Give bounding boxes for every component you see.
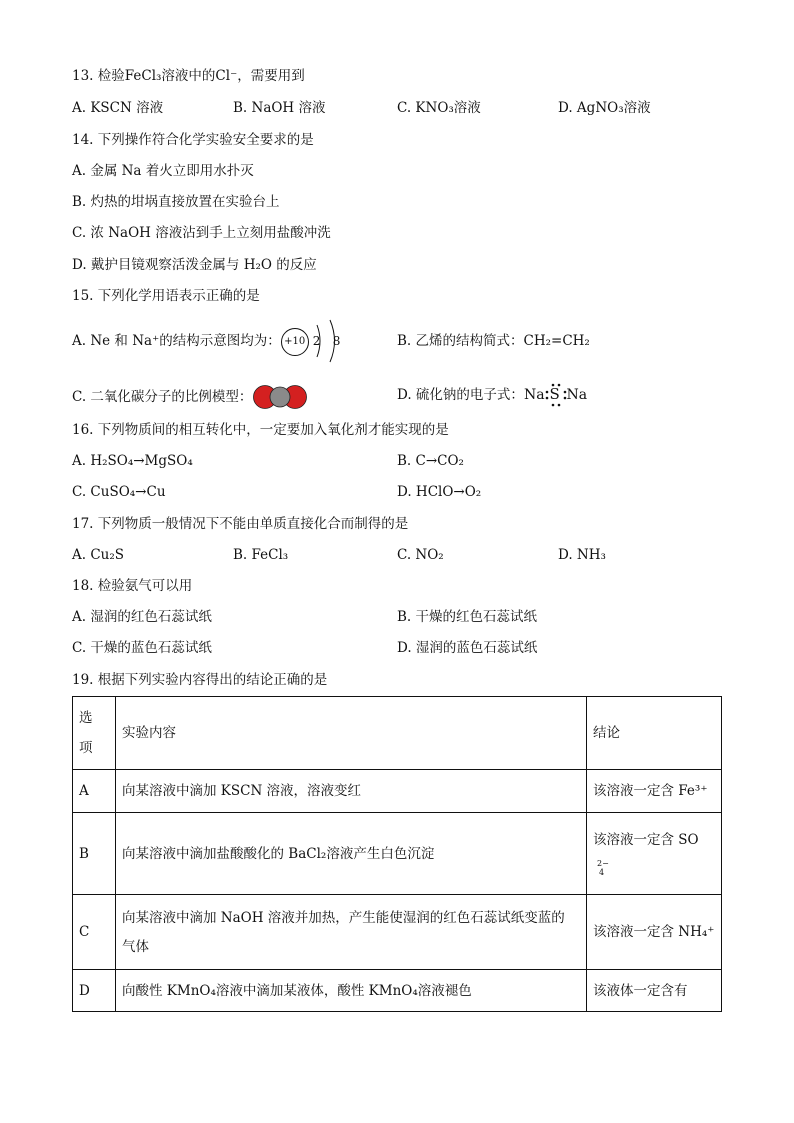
q14-option-d: D. 戴护目镜观察活泼金属与 H₂O 的反应	[72, 257, 317, 273]
q16-option-c: C. CuSO₄→Cu	[72, 484, 166, 500]
header-option	[73, 697, 116, 770]
q16-option-d: D. HClO→O₂	[397, 484, 482, 500]
table-row	[73, 770, 722, 813]
q18-option-d: D. 湿润的蓝色石蕊试纸	[397, 640, 538, 656]
q15-stem: 15. 下列化学用语表示正确的是	[72, 288, 260, 304]
row-a-option: A	[73, 770, 116, 813]
sulfide-ion-electron-dots	[545, 383, 567, 407]
header-option-line2: 项	[79, 740, 93, 756]
header-conclusion: 结论	[587, 697, 722, 770]
row-d-option: D	[73, 970, 116, 1012]
q13-option-c: C. KNO₃溶液	[397, 100, 481, 116]
q18-stem: 18. 检验氨气可以用	[72, 578, 193, 594]
row-b-conclusion-subscript: 4	[599, 867, 605, 877]
q17-option-b: B. FeCl₃	[233, 547, 289, 563]
row-d-content: 向酸性 KMnO₄溶液中滴加某液体，酸性 KMnO₄溶液褪色	[116, 970, 587, 1012]
q15-option-d-text: D. 硫化钠的电子式：	[397, 387, 524, 403]
header-option-line1: 选	[79, 710, 93, 726]
q13-stem: 13. 检验FeCl₃溶液中的Cl⁻，需要用到	[72, 68, 305, 84]
row-a-conclusion: 该溶液一定含 Fe³⁺	[587, 770, 722, 813]
atom-structure-diagram	[281, 319, 341, 363]
row-b-conclusion	[587, 813, 722, 895]
q18-option-a: A. 湿润的红色石蕊试纸	[72, 609, 212, 625]
row-c-content-line2: 气体	[122, 938, 149, 955]
q14-option-b: B. 灼热的坩埚直接放置在实验台上	[72, 194, 280, 210]
na-right: Na	[566, 387, 588, 403]
table-row	[73, 895, 722, 970]
header-content: 实验内容	[116, 697, 587, 770]
row-c-content	[116, 895, 587, 970]
q15-option-d	[397, 383, 587, 407]
row-b-conclusion-charge: 2−	[597, 858, 609, 868]
carbon-atom	[270, 387, 290, 407]
q18-option-c: C. 干燥的蓝色石蕊试纸	[72, 640, 212, 656]
table-row	[73, 813, 722, 895]
q15-option-c	[72, 384, 308, 410]
row-c-option: C	[73, 895, 116, 970]
q13-option-a: A. KSCN 溶液	[72, 100, 164, 116]
q15-option-c-text: C. 二氧化碳分子的比例模型：	[72, 389, 253, 405]
row-c-content-line1: 向某溶液中滴加 NaOH 溶液并加热，产生能使湿润的红色石蕊试纸变蓝的	[122, 909, 565, 926]
row-b-content: 向某溶液中滴加盐酸酸化的 BaCl₂溶液产生白色沉淀	[116, 813, 587, 895]
q17-option-c: C. NO₂	[397, 547, 444, 563]
q14-option-a: A. 金属 Na 着火立即用水扑灭	[72, 163, 254, 179]
q15-option-b: B. 乙烯的结构简式：CH₂=CH₂	[397, 333, 590, 349]
q13-option-b: B. NaOH 溶液	[233, 100, 326, 116]
q16-option-a: A. H₂SO₄→MgSO₄	[72, 453, 193, 469]
atom-shell-2-electrons: 8	[332, 334, 341, 348]
row-b-conclusion-text: 该溶液一定含 SO	[593, 831, 699, 848]
table-header-row	[73, 697, 722, 770]
q16-option-b: B. C→CO₂	[397, 453, 464, 469]
row-d-conclusion: 该液体一定含有	[587, 970, 722, 1012]
q17-option-a: A. Cu₂S	[72, 547, 125, 563]
q17-stem: 17. 下列物质一般情况下不能由单质直接化合而制得的是	[72, 516, 409, 532]
q18-option-b: B. 干燥的红色石蕊试纸	[397, 609, 538, 625]
q14-option-c: C. 浓 NaOH 溶液沾到手上立刻用盐酸冲洗	[72, 225, 331, 241]
na-left: Na	[523, 387, 545, 403]
q16-stem: 16. 下列物质间的相互转化中，一定要加入氧化剂才能实现的是	[72, 422, 449, 438]
atom-shell-1-electrons: 2	[312, 334, 321, 348]
atom-nucleus: +10	[281, 328, 309, 356]
q15-option-a	[72, 319, 341, 363]
table-row	[73, 970, 722, 1012]
row-a-content: 向某溶液中滴加 KSCN 溶液，溶液变红	[116, 770, 587, 813]
q13-option-d: D. AgNO₃溶液	[558, 100, 651, 116]
q19-stem: 19. 根据下列实验内容得出的结论正确的是	[72, 672, 328, 688]
q15-option-a-text: A. Ne 和 Na⁺的结构示意图均为：	[72, 333, 281, 349]
q14-stem: 14. 下列操作符合化学实验安全要求的是	[72, 132, 314, 148]
row-b-option: B	[73, 813, 116, 895]
co2-space-filling-model	[252, 384, 308, 410]
sulfur-symbol: S	[549, 385, 560, 403]
q17-option-d: D. NH₃	[558, 547, 606, 563]
q19-experiment-table	[72, 696, 722, 1012]
row-c-conclusion: 该溶液一定含 NH₄⁺	[587, 895, 722, 970]
